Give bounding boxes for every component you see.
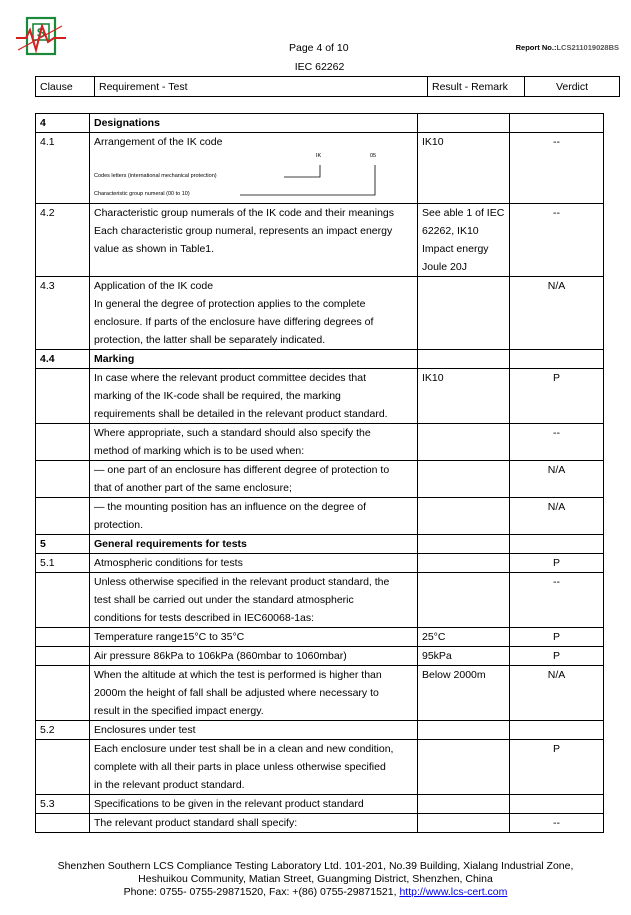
requirement-cell <box>90 133 418 204</box>
requirement-cell <box>90 204 418 277</box>
requirement-line: Marking <box>94 353 135 365</box>
table-row <box>36 424 604 461</box>
report-number-value: LCS211019028BS <box>556 43 619 52</box>
requirement-line: Enclosures under test <box>94 724 196 736</box>
result-line: Joule 20J <box>422 261 467 273</box>
table-row <box>36 740 604 795</box>
requirement-line: complete with all their parts in place unless otherwise specified <box>94 761 386 773</box>
footer <box>0 860 631 899</box>
clause-cell <box>36 424 90 461</box>
clause-cell <box>36 814 90 833</box>
result-cell <box>418 204 510 277</box>
ik-numeral-label: 05 <box>370 153 377 159</box>
requirement-line: Air pressure 86kPa to 106kPa (860mbar to 1060mbar) <box>94 650 347 662</box>
clause-cell: 5.3 <box>36 795 90 814</box>
requirement-cell <box>90 795 418 814</box>
result-cell <box>418 647 510 666</box>
requirement-line: In general the degree of protection applies to the complete <box>94 298 366 310</box>
requirement-line: Unless otherwise specified in the relevant product standard, the <box>94 576 390 588</box>
table-row <box>36 666 604 721</box>
requirement-cell <box>90 424 418 461</box>
table-row <box>36 114 604 133</box>
col-requirement-header: Requirement - Test <box>95 77 428 97</box>
verdict-cell <box>510 721 604 740</box>
clause-cell <box>36 666 90 721</box>
table-row <box>36 277 604 350</box>
result-cell <box>418 535 510 554</box>
result-line: Impact energy <box>422 243 489 255</box>
table-row <box>36 573 604 628</box>
requirement-cell <box>90 573 418 628</box>
report-number <box>516 43 619 52</box>
clause-cell: 4.2 <box>36 204 90 277</box>
verdict-cell: -- <box>510 573 604 628</box>
requirement-cell <box>90 461 418 498</box>
requirement-cell <box>90 535 418 554</box>
requirement-line: Designations <box>94 117 160 129</box>
result-cell <box>418 554 510 573</box>
verdict-cell: N/A <box>510 277 604 350</box>
verdict-cell <box>510 114 604 133</box>
table-row <box>36 498 604 535</box>
requirement-line: marking of the IK-code shall be required, the marking <box>94 390 341 402</box>
requirement-cell <box>90 814 418 833</box>
result-line: 62262, IK10 <box>422 225 479 237</box>
verdict-cell: -- <box>510 424 604 461</box>
verdict-cell: N/A <box>510 498 604 535</box>
column-header-table <box>35 76 620 97</box>
requirement-line: 2000m the height of fall shall be adjusted where necessary to <box>94 687 379 699</box>
requirement-line: Arrangement of the IK code <box>94 136 223 148</box>
lcs-logo <box>14 16 68 58</box>
requirement-cell <box>90 721 418 740</box>
requirement-line: When the altitude at which the test is performed is higher than <box>94 669 382 681</box>
requirement-line: protection. <box>94 519 144 531</box>
requirement-line: — one part of an enclosure has different degree of protection to <box>94 464 390 476</box>
clause-cell: 5.1 <box>36 554 90 573</box>
codes-letters-caption: Codes letters (international mechanical protection) <box>94 173 217 179</box>
result-line: 25°C <box>422 631 446 643</box>
table-row <box>36 369 604 424</box>
requirement-line: requirements shall be detailed in the relevant product standard. <box>94 408 388 420</box>
requirement-line: result in the specified impact energy. <box>94 705 264 717</box>
ik-code-diagram <box>94 151 417 203</box>
standard-title: IEC 62262 <box>294 61 345 73</box>
verdict-cell <box>510 350 604 369</box>
requirement-line: method of marking which is to be used when: <box>94 445 305 457</box>
result-cell <box>418 369 510 424</box>
col-verdict-header: Verdict <box>525 77 620 97</box>
requirement-line: — the mounting position has an influence on the degree of <box>94 501 367 513</box>
clause-cell: 4.4 <box>36 350 90 369</box>
clause-cell <box>36 647 90 666</box>
result-cell <box>418 350 510 369</box>
result-cell <box>418 814 510 833</box>
requirement-cell <box>90 554 418 573</box>
requirement-cell <box>90 647 418 666</box>
report-number-label: Report No.: <box>515 43 557 52</box>
table-row <box>36 647 604 666</box>
clause-cell <box>36 369 90 424</box>
requirement-line: Each characteristic group numeral, represents an impact energy <box>94 225 393 237</box>
verdict-cell <box>510 535 604 554</box>
requirement-line: Characteristic group numerals of the IK code and their meanings <box>94 207 394 219</box>
requirement-cell <box>90 498 418 535</box>
requirement-cell <box>90 277 418 350</box>
result-line: See able 1 of IEC <box>422 207 505 219</box>
clause-cell <box>36 498 90 535</box>
clause-cell <box>36 573 90 628</box>
result-cell <box>418 628 510 647</box>
verdict-cell: N/A <box>510 666 604 721</box>
clause-cell <box>36 461 90 498</box>
clause-cell <box>36 628 90 647</box>
clause-cell: 4.3 <box>36 277 90 350</box>
result-cell <box>418 133 510 204</box>
requirement-cell <box>90 350 418 369</box>
ik-letters-label: IK <box>316 153 322 159</box>
clause-cell <box>36 740 90 795</box>
verdict-cell: P <box>510 369 604 424</box>
table-row <box>36 814 604 833</box>
footer-phone-fax: Phone: 0755- 0755-29871520, Fax: +(86) 0755-29871521, <box>123 886 400 898</box>
requirement-line: in the relevant product standard. <box>94 779 245 791</box>
result-cell <box>418 424 510 461</box>
clause-cell: 4.1 <box>36 133 90 204</box>
requirement-cell <box>90 114 418 133</box>
requirement-cell <box>90 369 418 424</box>
requirement-line: enclosure. If parts of the enclosure have differing degrees of <box>94 316 374 328</box>
table-row <box>36 554 604 573</box>
table-row <box>36 350 604 369</box>
table-row <box>36 535 604 554</box>
result-cell <box>418 721 510 740</box>
verdict-cell: -- <box>510 204 604 277</box>
page-number: Page 4 of 10 <box>289 42 349 54</box>
result-cell <box>418 461 510 498</box>
result-line: 95kPa <box>422 650 452 662</box>
result-cell <box>418 114 510 133</box>
table-row <box>36 204 604 277</box>
table-row <box>36 721 604 740</box>
requirement-cell <box>90 628 418 647</box>
footer-website-link[interactable]: http://www.lcs-cert.com <box>399 886 508 898</box>
requirement-line: value as shown in Table1. <box>94 243 215 255</box>
result-cell <box>418 740 510 795</box>
requirement-line: protection, the latter shall be separately indicated. <box>94 334 326 346</box>
footer-address-line2: Heshuikou Community, Matian Street, Guangming District, Shenzhen, China <box>138 873 493 885</box>
result-line: IK10 <box>422 136 444 148</box>
requirement-cell <box>90 666 418 721</box>
requirement-line: Where appropriate, such a standard should also specify the <box>94 427 371 439</box>
table-row <box>36 628 604 647</box>
requirement-line: conditions for tests described in IEC60068-1as: <box>94 612 315 624</box>
result-cell <box>418 277 510 350</box>
requirement-line: Specifications to be given in the relevant product standard <box>94 798 364 810</box>
requirement-line: Atmospheric conditions for tests <box>94 557 243 569</box>
clause-cell: 5.2 <box>36 721 90 740</box>
result-cell <box>418 795 510 814</box>
verdict-cell: P <box>510 647 604 666</box>
clause-cell: 5 <box>36 535 90 554</box>
verdict-cell: N/A <box>510 461 604 498</box>
verdict-cell: -- <box>510 133 604 204</box>
requirement-line: The relevant product standard shall specify: <box>94 817 298 829</box>
requirement-line: Temperature range15°C to 35°C <box>94 631 245 643</box>
requirement-cell <box>90 740 418 795</box>
col-clause-header: Clause <box>36 77 95 97</box>
verdict-cell: P <box>510 628 604 647</box>
requirement-line: that of another part of the same enclosure; <box>94 482 292 494</box>
table-row <box>36 461 604 498</box>
svg-text:S: S <box>36 25 46 40</box>
footer-address-line1: Shenzhen Southern LCS Compliance Testing Laboratory Ltd. 101-201, No.39 Building, Xialang Industrial Zone, <box>57 860 574 872</box>
requirement-line: General requirements for tests <box>94 538 247 550</box>
result-cell <box>418 666 510 721</box>
verdict-cell <box>510 795 604 814</box>
verdict-cell: P <box>510 740 604 795</box>
verdict-cell: -- <box>510 814 604 833</box>
result-cell <box>418 573 510 628</box>
result-line: IK10 <box>422 372 444 384</box>
requirement-line: Application of the IK code <box>94 280 214 292</box>
verdict-cell: P <box>510 554 604 573</box>
result-line: Below 2000m <box>422 669 486 681</box>
table-row <box>36 795 604 814</box>
group-numeral-caption: Characteristic group numeral (00 to 10) <box>94 191 190 197</box>
clause-cell: 4 <box>36 114 90 133</box>
requirements-table <box>35 113 604 833</box>
table-row <box>36 133 604 204</box>
requirement-line: test shall be carried out under the standard atmospheric <box>94 594 354 606</box>
result-cell <box>418 498 510 535</box>
col-result-header: Result - Remark <box>428 77 525 97</box>
requirement-line: Each enclosure under test shall be in a clean and new condition, <box>94 743 394 755</box>
footer-contact-line <box>0 886 631 899</box>
requirement-line: In case where the relevant product committee decides that <box>94 372 366 384</box>
